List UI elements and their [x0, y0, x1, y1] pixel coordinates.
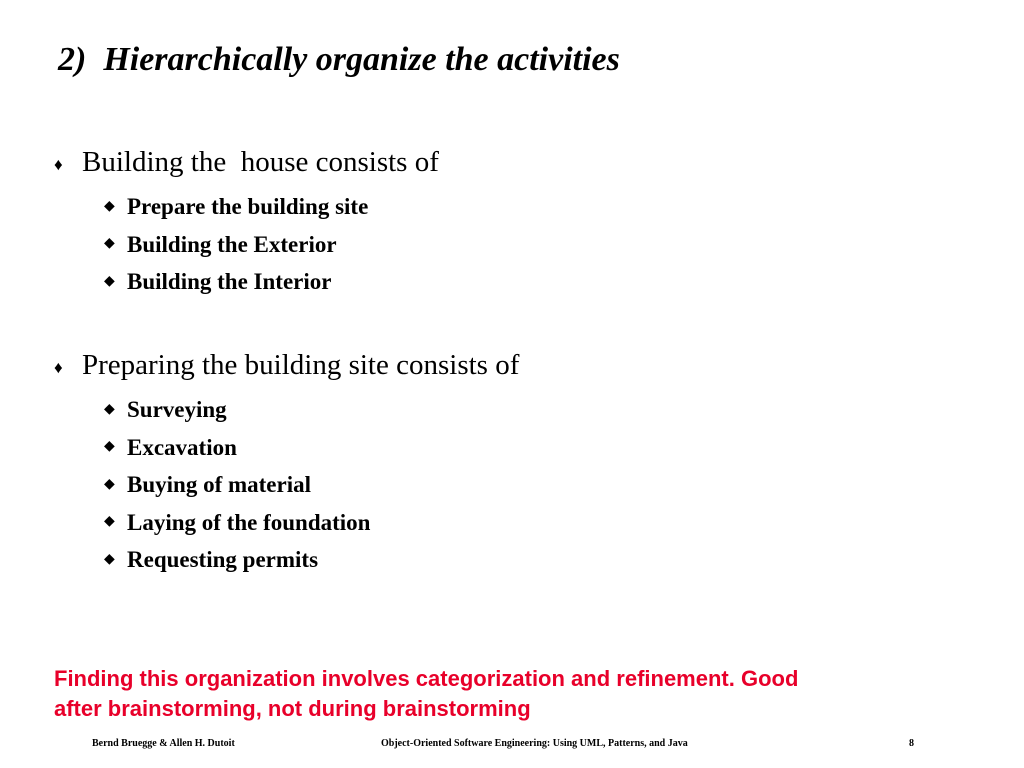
sub-bullet-text: Building the Exterior: [127, 231, 337, 257]
diamond-icon: ◆: [104, 198, 115, 214]
sub-bullet-text: Excavation: [127, 434, 237, 460]
bullet-level1: [54, 348, 519, 383]
sub-bullet-item: [104, 263, 439, 301]
footer-page-number: 8: [909, 738, 914, 749]
bullet-level1: [54, 145, 439, 180]
sub-bullet-item: [104, 225, 439, 263]
slide-title: 2) Hierarchically organize the activities: [58, 41, 620, 78]
diamond-icon: ◆: [104, 514, 115, 530]
highlight-note: [54, 664, 954, 724]
note-line: Finding this organization involves categorization and refinement. Good: [54, 666, 799, 691]
sub-bullet-list: [104, 188, 439, 301]
sub-bullet-text: Building the Interior: [127, 269, 332, 295]
sub-bullet-text: Prepare the building site: [127, 194, 369, 220]
diamond-icon: ◆: [104, 273, 115, 289]
footer-book-title: Object-Oriented Software Engineering: Using UML, Patterns, and Java: [381, 738, 688, 749]
bullet-section-building-house: [54, 145, 439, 300]
sub-bullet-item: [104, 188, 439, 226]
bullet-level1-text: Preparing the building site consists of: [82, 349, 520, 381]
sub-bullet-item: [104, 503, 519, 541]
bullet-section-building-site: [54, 348, 519, 578]
sub-bullet-list: [104, 391, 519, 579]
sub-bullet-text: Requesting permits: [127, 547, 319, 573]
sub-bullet-text: Laying of the foundation: [127, 509, 371, 535]
diamond-icon: ◆: [104, 476, 115, 492]
diamond-icon: ♦: [54, 154, 63, 174]
diamond-icon: ◆: [104, 236, 115, 252]
sub-bullet-text: Surveying: [127, 397, 227, 423]
sub-bullet-item: [104, 391, 519, 429]
diamond-icon: ◆: [104, 401, 115, 417]
sub-bullet-item: [104, 428, 519, 466]
sub-bullet-text: Buying of material: [127, 472, 311, 498]
sub-bullet-item: [104, 466, 519, 504]
sub-bullet-item: [104, 541, 519, 579]
note-line: after brainstorming, not during brainstorming: [54, 695, 531, 721]
bullet-level1-text: Building the house consists of: [82, 146, 439, 178]
diamond-icon: ◆: [104, 439, 115, 455]
diamond-icon: ♦: [54, 357, 63, 377]
footer-authors: Bernd Bruegge & Allen H. Dutoit: [92, 738, 235, 749]
diamond-icon: ◆: [104, 551, 115, 567]
